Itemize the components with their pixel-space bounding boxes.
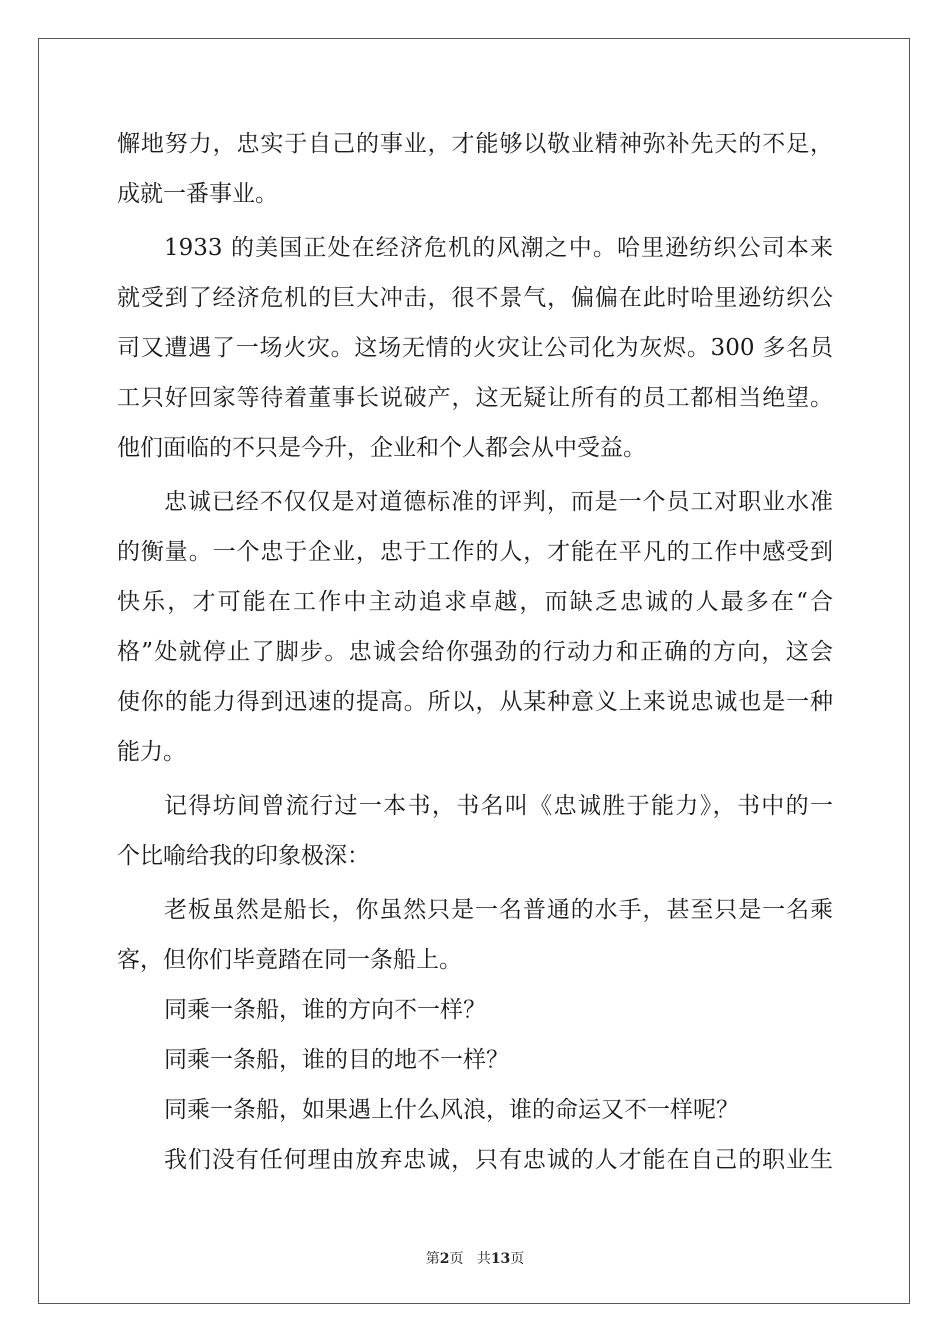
text-line-7: 他们面临的不只是今升，企业和个人都会从中受益。: [117, 435, 646, 461]
total-pages-number: 13: [490, 1251, 511, 1267]
footer-total-prefix: 共: [476, 1251, 491, 1267]
text-line-11: 格”处就停止了脚步。忠诚会给你强劲的行动力和正确的方向，这会: [117, 639, 833, 665]
text-line-17: 客，但你们毕竟踏在同一条船上。: [117, 947, 462, 973]
page-footer: [0, 1248, 950, 1268]
text-line-16: 老板虽然是船长，你虽然只是一名普通的水手，甚至只是一名乘: [164, 897, 833, 923]
text-line-18: 同乘一条船，谁的方向不一样？: [164, 997, 486, 1023]
text-line-14: 记得坊间曾流行过一本书，书名叫《忠诚胜于能力》，书中的一: [164, 793, 833, 819]
text-line-3: 1933 的美国正处在经济危机的风潮之中。哈里逊纺织公司本来: [164, 235, 833, 261]
text-line-20: 同乘一条船，如果遇上什么风浪，谁的命运又不一样呢？: [164, 1097, 739, 1123]
footer-prefix: 第: [425, 1251, 440, 1267]
footer-total-unit: 页: [510, 1251, 525, 1267]
text-line-8: 忠诚已经不仅仅是对道德标准的评判，而是一个员工对职业水准: [164, 489, 833, 515]
text-line-10: 快乐，才可能在工作中主动追求卓越，而缺乏忠诚的人最多在“合: [117, 589, 833, 615]
text-line-12: 使你的能力得到迅速的提高。所以，从某种意义上来说忠诚也是一种: [117, 689, 833, 715]
text-line-6: 工只好回家等待着董事长说破产，这无疑让所有的员工都相当绝望。: [117, 385, 833, 411]
text-line-13: 能力。: [117, 739, 186, 765]
text-line-4: 就受到了经济危机的巨大冲击，很不景气，偏偏在此时哈里逊纺织公: [117, 285, 833, 311]
text-line-2: 成就一番事业。: [117, 181, 278, 207]
text-line-9: 的衡量。一个忠于企业，忠于工作的人，才能在平凡的工作中感受到: [117, 539, 833, 565]
text-line-15: 个比喻给我的印象极深：: [117, 843, 370, 869]
text-line-21: 我们没有任何理由放弃忠诚，只有忠诚的人才能在自己的职业生: [164, 1147, 833, 1173]
footer-page-unit: 页: [449, 1251, 464, 1267]
text-line-1: 懈地努力，忠实于自己的事业，才能够以敬业精神弥补先天的不足，: [117, 131, 833, 157]
text-line-5: 司又遭遇了一场火灾。这场无情的火灾让公司化为灰烬。300 多名员: [117, 335, 833, 361]
current-page-number: 2: [439, 1251, 450, 1267]
text-line-19: 同乘一条船，谁的目的地不一样？: [164, 1047, 509, 1073]
